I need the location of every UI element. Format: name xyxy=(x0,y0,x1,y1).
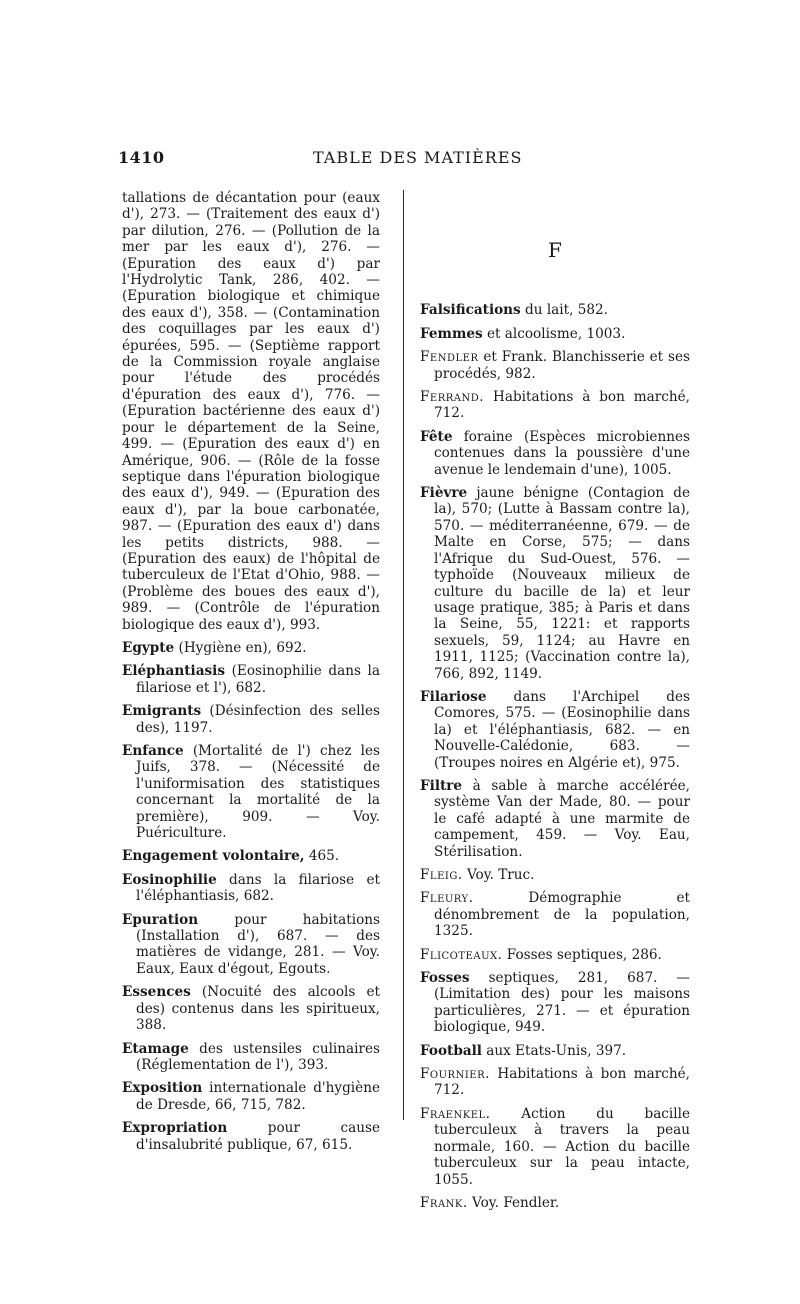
index-entry-essences: Essences (Nocuité des alcools et des) contenus dans les spiritueux, 388. xyxy=(122,984,380,1034)
left-column xyxy=(122,190,380,1160)
running-title: TABLE DES MATIÈRES xyxy=(313,148,523,167)
index-entry-continuation: tallations de décantation pour (eaux d'), 273. — (Traitement des eaux d') par dilution, 276. — (Pollution de la mer par les eaux d'), 276. — (Epuration des eaux d') par l'Hydrolytic Tank, 286, 402. — (Epuration biologique et chimique des eaux d'), 358. — (Contamination des coquillages par les eaux d') épurées, 595. — (Septième rapport de la Commission royale anglaise pour l'étude des procédés d'épuration des eaux d'), 776. — (Epuration bactérienne des eaux d') pour le département de la Seine, 499. — (Epuration des eaux d') en Amérique, 906. — (Rôle de la fosse septique dans l'épuration biologique des eaux d'), 949. — (Epuration des eaux d'), par la boue carbonatée, 987. — (Epuration des eaux d') dans les petits districts, 988. — (Epuration des eaux) de l'hôpital de tuberculeux de l'Etat d'Ohio, 988. — (Problème des boues des eaux d'), 989. — (Contrôle de l'épuration biologique des eaux d'), 993. xyxy=(122,190,380,633)
index-entry-enfance: Enfance (Mortalité de l') chez les Juifs, 378. — (Nécessité de l'uniformisation des statistiques concernant la mortalité de la première), 909. — Voy. Puériculture. xyxy=(122,743,380,842)
right-column xyxy=(420,190,690,1218)
index-entry-fete: Fête foraine (Espèces microbiennes contenues dans la poussière d'une avenue le lendemain d'une), 1005. xyxy=(420,428,690,478)
index-entry-falsifications: Falsifications du lait, 582. xyxy=(420,302,608,319)
index-entry-expropriation: Expropriation pour cause d'insalubrité publique, 67, 615. xyxy=(122,1120,380,1153)
page-number: 1410 xyxy=(118,148,165,167)
index-entry-etamage: Etamage des ustensiles culinaires (Réglementation de l'), 393. xyxy=(122,1040,380,1073)
index-entry-fleury: Fleury. Démographie et dénombrement de la population, 1325. xyxy=(420,890,690,940)
index-entry-fleig: Fleig. Voy. Truc. xyxy=(420,867,535,883)
index-entry-emigrants: Emigrants (Désinfection des selles des), 1197. xyxy=(122,703,380,736)
index-entry-epuration: Epuration pour habitations (Installation d'), 687. — des matières de vidange, 281. — Voy. Eaux, Eaux d'égout, Egouts. xyxy=(122,911,380,977)
index-entry-eosinophilie: Eosinophilie dans la filariose et l'éléphantiasis, 682. xyxy=(122,871,380,905)
index-entry-ferrand: Ferrand. Habitations à bon marché, 712. xyxy=(420,389,690,422)
index-entry-engagement: Engagement volontaire, 465. xyxy=(122,848,340,865)
index-entry-exposition: Exposition internationale d'hygiène de Dresde, 66, 715, 782. xyxy=(122,1080,380,1113)
index-entry-filariose: Filariose dans l'Archipel des Comores, 575. — (Eosinophilie dans la) et l'éléphantiasis, 682. — en Nouvelle-Calédonie, 683. — (Troupes noires en Algérie et), 975. xyxy=(420,688,690,771)
index-entry-egypte: Egypte (Hygiène en), 692. xyxy=(122,639,307,656)
index-entry-fraenkel: Fraenkel. Action du bacille tuberculeux à travers la peau normale, 160. — Action du bacille tuberculeux sur la peau intacte, 1055. xyxy=(420,1105,690,1188)
column-divider xyxy=(403,190,404,1120)
index-entry-frank: Frank. Voy. Fendler. xyxy=(420,1194,560,1211)
index-entry-fendler: Fendler et Frank. Blanchisserie et ses procédés, 982. xyxy=(420,349,690,382)
index-entry-elephantiasis: Eléphantiasis (Eosinophilie dans la filariose et l'), 682. xyxy=(122,663,380,696)
index-entry-femmes: Femmes et alcoolisme, 1003. xyxy=(420,325,626,342)
index-entry-filtre: Filtre à sable à marche accélérée, système Van der Made, 80. — pour le café adapté à une marmite de campement, 459. — Voy. Eau, Stérilisation. xyxy=(420,777,690,860)
index-entry-flicoteaux: Flicoteaux. Fosses septiques, 286. xyxy=(420,946,662,963)
section-letter: F xyxy=(548,238,562,262)
index-entry-fournier: Fournier. Habitations à bon marché, 712. xyxy=(420,1066,690,1099)
page-header xyxy=(118,148,698,172)
index-entry-fosses: Fosses septiques, 281, 687. — (Limitation des) pour les maisons particulières, 271. — et épuration biologique, 949. xyxy=(420,970,690,1036)
index-entry-fievre: Fièvre jaune bénigne (Contagion de la), 570; (Lutte à Bassam contre la), 570. — méditerranéenne, 679. — de Malte en Corse, 575; — dans l'Afrique du Sud-Ouest, 576. — typhoïde (Nouveaux milieux de culture du bacille de la) et leur usage pratique, 385; à Paris et dans la Seine, 55, 1221: et rapports sexuels, 59, 1124; au Havre en 1911, 1125; (Vaccination contre la), 766, 892, 1149. xyxy=(420,485,690,682)
index-entry-football: Football aux Etats-Unis, 397. xyxy=(420,1042,627,1059)
